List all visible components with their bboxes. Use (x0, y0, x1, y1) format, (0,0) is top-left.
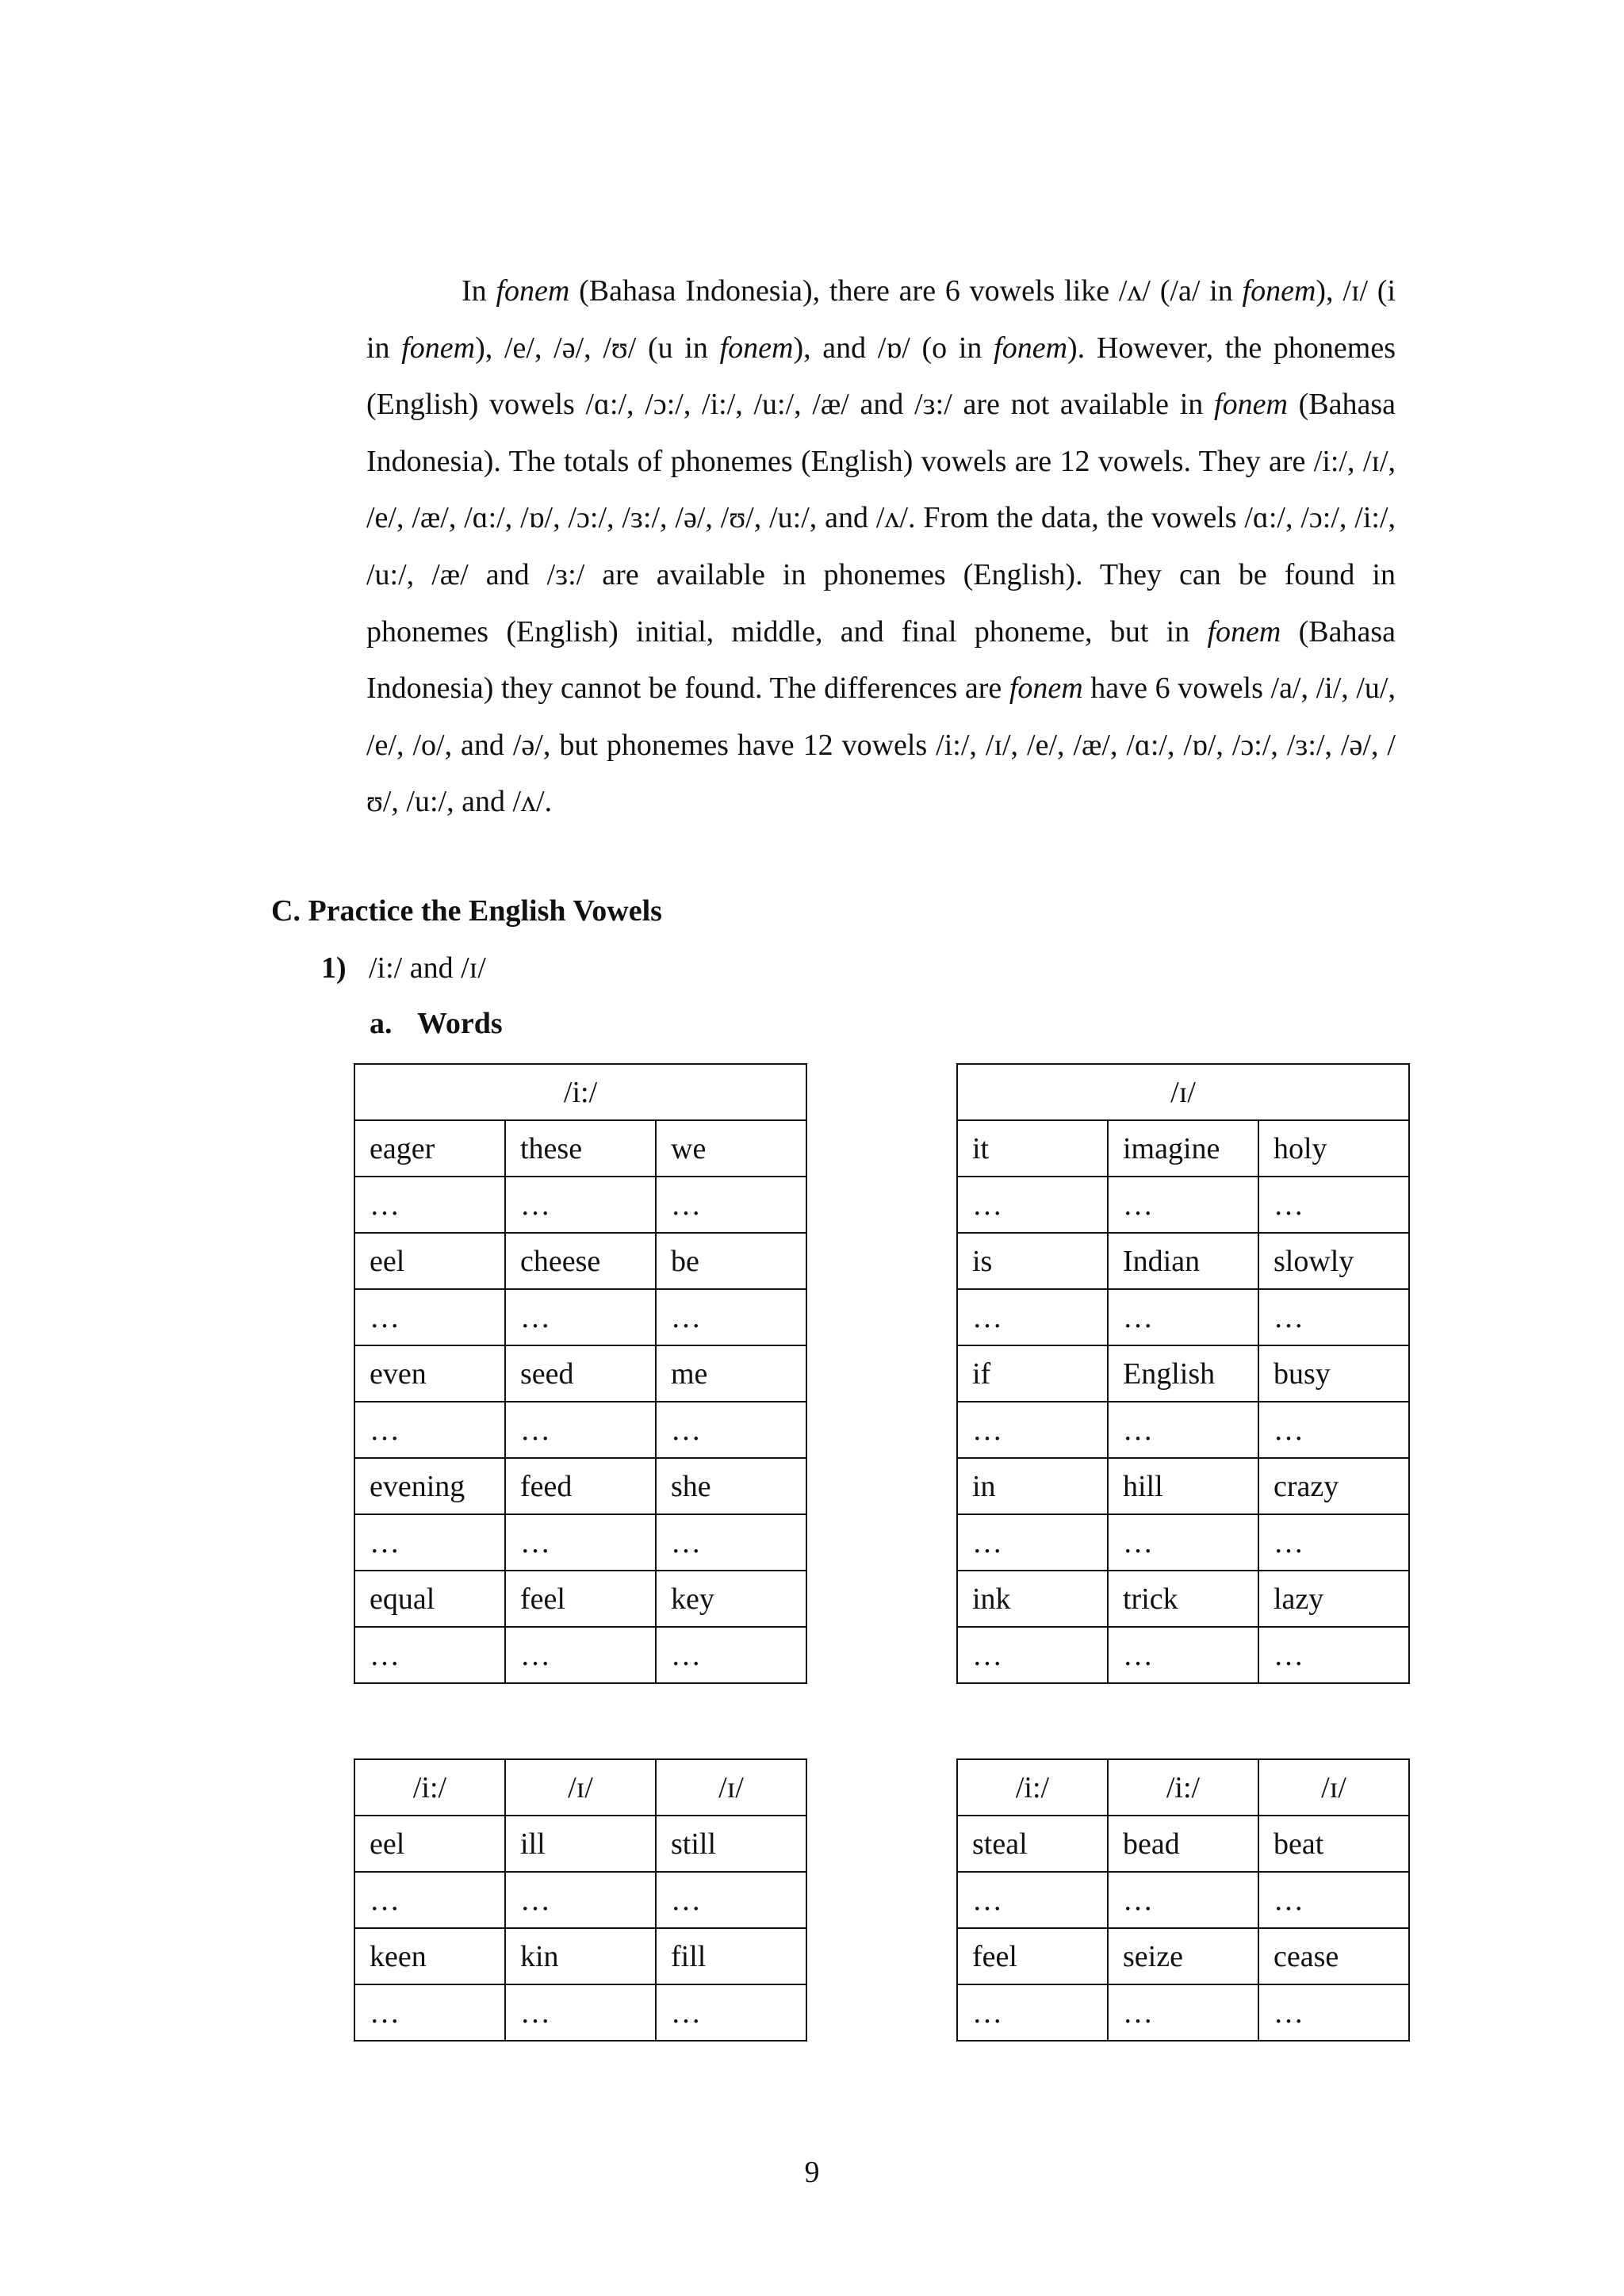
table-row (354, 1345, 806, 1402)
page-number: 9 (804, 2156, 820, 2189)
table-cell: key (656, 1571, 806, 1627)
table-row (354, 1402, 806, 1458)
term-fonem: fonem (1242, 274, 1316, 308)
table-cell: seed (505, 1345, 656, 1402)
table-cell: … (1258, 1627, 1409, 1683)
table-row (957, 1872, 1409, 1928)
table-cell: these (505, 1120, 656, 1177)
table-cell: Indian (1108, 1233, 1258, 1289)
table-cell: … (656, 1402, 806, 1458)
table-cell: cease (1258, 1928, 1409, 1984)
table-row (354, 1177, 806, 1233)
term-fonem: fonem (496, 274, 570, 308)
table-cell: trick (1108, 1571, 1258, 1627)
table-cell: eel (354, 1233, 505, 1289)
table-cell: keen (354, 1928, 505, 1984)
paragraph-text: have 6 vowels /a/, /i/, /u/, /e/, /o/, and /ə/, but phonemes have 12 vowels /i:/, /ɪ/, /e/, /æ/, /ɑ:/, /ɒ/, /ɔ:/, /ɜ:/, /ə/, /ʊ/, /u:/, and /ʌ/. (366, 672, 1396, 819)
table-cell: … (1108, 1984, 1258, 2041)
table-row (957, 1514, 1409, 1571)
table-cell: me (656, 1345, 806, 1402)
table-row (354, 1289, 806, 1345)
table-cell: … (354, 1514, 505, 1571)
term-fonem: fonem (1214, 388, 1288, 422)
term-fonem: fonem (719, 331, 794, 365)
table-cell: feed (505, 1458, 656, 1514)
table-cell: we (656, 1120, 806, 1177)
table-cell: … (354, 1627, 505, 1683)
table-row (957, 1345, 1409, 1402)
term-fonem: fonem (401, 331, 476, 365)
table-header-cell: /i:/ (354, 1064, 806, 1120)
paragraph-text: ). However, the phonemes (English) vowels /ɑ:/, /ɔ:/, /i:/, /u:/, /æ/ and /ɜ:/ are not available in (366, 331, 1396, 422)
table-cell: crazy (1258, 1458, 1409, 1514)
table-row (354, 1872, 806, 1928)
table-header-cell: /ɪ/ (1258, 1759, 1409, 1816)
table-header-cell: /ɪ/ (505, 1759, 656, 1816)
table-header-cell: /i:/ (354, 1759, 505, 1816)
table-cell: … (957, 1627, 1108, 1683)
table-cell: it (957, 1120, 1108, 1177)
table-header-row (354, 1759, 806, 1816)
table-cell: ill (505, 1816, 656, 1872)
table-header-cell: /ɪ/ (656, 1759, 806, 1816)
table-cell: … (656, 1514, 806, 1571)
section-heading: C. Practice the English Vowels (271, 894, 662, 928)
table-row (957, 1177, 1409, 1233)
table-cell: … (1258, 1984, 1409, 2041)
table-cell: hill (1108, 1458, 1258, 1514)
table-header-cell: /i:/ (1108, 1759, 1258, 1816)
paragraph-text: ), and /ɒ/ (o in (793, 331, 994, 365)
table-cell: … (1108, 1402, 1258, 1458)
term-fonem: fonem (1009, 672, 1083, 706)
table-row (354, 1571, 806, 1627)
table-cell: equal (354, 1571, 505, 1627)
table-cell: … (354, 1177, 505, 1233)
table-row (957, 1120, 1409, 1177)
words-heading (370, 1005, 503, 1042)
table-row (957, 1984, 1409, 2041)
table-cell: if (957, 1345, 1108, 1402)
table-cell: steal (957, 1816, 1108, 1872)
table-cell: … (505, 1984, 656, 2041)
table-cell: fill (656, 1928, 806, 1984)
table-cell: … (656, 1177, 806, 1233)
body-paragraph (366, 263, 1396, 831)
table-cell: … (957, 1289, 1108, 1345)
table-cell: … (1258, 1872, 1409, 1928)
table-cell: … (1258, 1289, 1409, 1345)
table-cell: … (354, 1402, 505, 1458)
table-cell: … (1108, 1289, 1258, 1345)
table-cell: … (1258, 1514, 1409, 1571)
paragraph-text: (Bahasa Indonesia), there are 6 vowels like /ʌ/ (/a/ in (569, 274, 1243, 308)
table-cell: seize (1108, 1928, 1258, 1984)
table-cell: … (957, 1872, 1108, 1928)
table-row (957, 1816, 1409, 1872)
table-cell: slowly (1258, 1233, 1409, 1289)
table-cell: … (1108, 1872, 1258, 1928)
table-cell: … (656, 1627, 806, 1683)
table-cell: … (1258, 1402, 1409, 1458)
table-cell: holy (1258, 1120, 1409, 1177)
table-row (354, 1514, 806, 1571)
table-header-row (957, 1759, 1409, 1816)
table-cell: … (656, 1872, 806, 1928)
words-heading-title: Words (417, 1007, 503, 1040)
table-cell: lazy (1258, 1571, 1409, 1627)
table-row (957, 1402, 1409, 1458)
table-cell: … (505, 1177, 656, 1233)
table-cell: … (505, 1872, 656, 1928)
table-row (354, 1816, 806, 1872)
paragraph-text: In (462, 274, 496, 308)
table-cell: … (354, 1872, 505, 1928)
table-row (957, 1571, 1409, 1627)
table-row (957, 1627, 1409, 1683)
short-i-words-table (956, 1063, 1410, 1684)
table-row (354, 1984, 806, 2041)
table-cell: … (505, 1402, 656, 1458)
table-cell: … (1108, 1177, 1258, 1233)
table-cell: eel (354, 1816, 505, 1872)
table-cell: … (957, 1514, 1108, 1571)
table-cell: busy (1258, 1345, 1409, 1402)
table-cell: … (354, 1289, 505, 1345)
table-row (354, 1233, 806, 1289)
table-cell: eager (354, 1120, 505, 1177)
words-heading-label: a. (370, 1007, 393, 1040)
paragraph-text: (Bahasa Indonesia). The totals of phonemes (English) vowels are 12 vowels. They are /i:/, /ɪ/, /e/, /æ/, /ɑ:/, /ɒ/, /ɔ:/, /ɜ:/, /ə/, /ʊ/, /u:/, and /ʌ/. From the data, the vowels /ɑ:/, /ɔ:/, /i:/, /u:/, /æ/ and /ɜ:/ are available in phonemes (English). They can be found in phonemes (English) initial, middle, and final phoneme, but in (366, 388, 1396, 649)
term-fonem: fonem (1207, 614, 1281, 649)
table-cell: she (656, 1458, 806, 1514)
table-header-cell: /i:/ (957, 1759, 1108, 1816)
paragraph-text: ), /e/, /ə/, /ʊ/ (u in (475, 331, 720, 365)
table-cell: kin (505, 1928, 656, 1984)
table-cell: is (957, 1233, 1108, 1289)
table-row (957, 1928, 1409, 1984)
table-row (354, 1627, 806, 1683)
table-row (354, 1458, 806, 1514)
table-cell: … (656, 1289, 806, 1345)
table-cell: in (957, 1458, 1108, 1514)
table-row (957, 1289, 1409, 1345)
table-row (957, 1458, 1409, 1514)
table-cell: feel (505, 1571, 656, 1627)
subsection-title: /i:/ and /ɪ/ (369, 951, 486, 985)
table-cell: imagine (1108, 1120, 1258, 1177)
table-row (354, 1928, 806, 1984)
paragraph-text: ), /ɪ/ (i in (366, 274, 1396, 365)
table-row (957, 1233, 1409, 1289)
table-cell: bead (1108, 1816, 1258, 1872)
table-cell: … (656, 1984, 806, 2041)
table-cell: … (1108, 1514, 1258, 1571)
subsection-heading (321, 950, 486, 986)
paragraph-text: (Bahasa Indonesia) they cannot be found. The differences are (366, 614, 1396, 706)
table-cell: … (1258, 1177, 1409, 1233)
table-cell: evening (354, 1458, 505, 1514)
table-header-row (957, 1064, 1409, 1120)
long-i-words-table (354, 1063, 807, 1684)
table-cell: … (957, 1984, 1108, 2041)
table-cell: … (505, 1514, 656, 1571)
table-cell: … (505, 1289, 656, 1345)
table-cell: beat (1258, 1816, 1409, 1872)
subsection-number: 1) (321, 951, 347, 985)
table-cell: still (656, 1816, 806, 1872)
table-cell: feel (957, 1928, 1108, 1984)
table-header-cell: /ɪ/ (957, 1064, 1409, 1120)
table-cell: … (505, 1627, 656, 1683)
table-cell: … (957, 1402, 1108, 1458)
table-cell: even (354, 1345, 505, 1402)
minimal-pairs-table-a (354, 1758, 807, 2042)
table-cell: ink (957, 1571, 1108, 1627)
table-row (354, 1120, 806, 1177)
table-cell: English (1108, 1345, 1258, 1402)
table-cell: … (354, 1984, 505, 2041)
table-header-row (354, 1064, 806, 1120)
term-fonem: fonem (994, 331, 1068, 365)
table-cell: be (656, 1233, 806, 1289)
table-cell: … (957, 1177, 1108, 1233)
table-cell: cheese (505, 1233, 656, 1289)
table-cell: … (1108, 1627, 1258, 1683)
minimal-pairs-table-b (956, 1758, 1410, 2042)
